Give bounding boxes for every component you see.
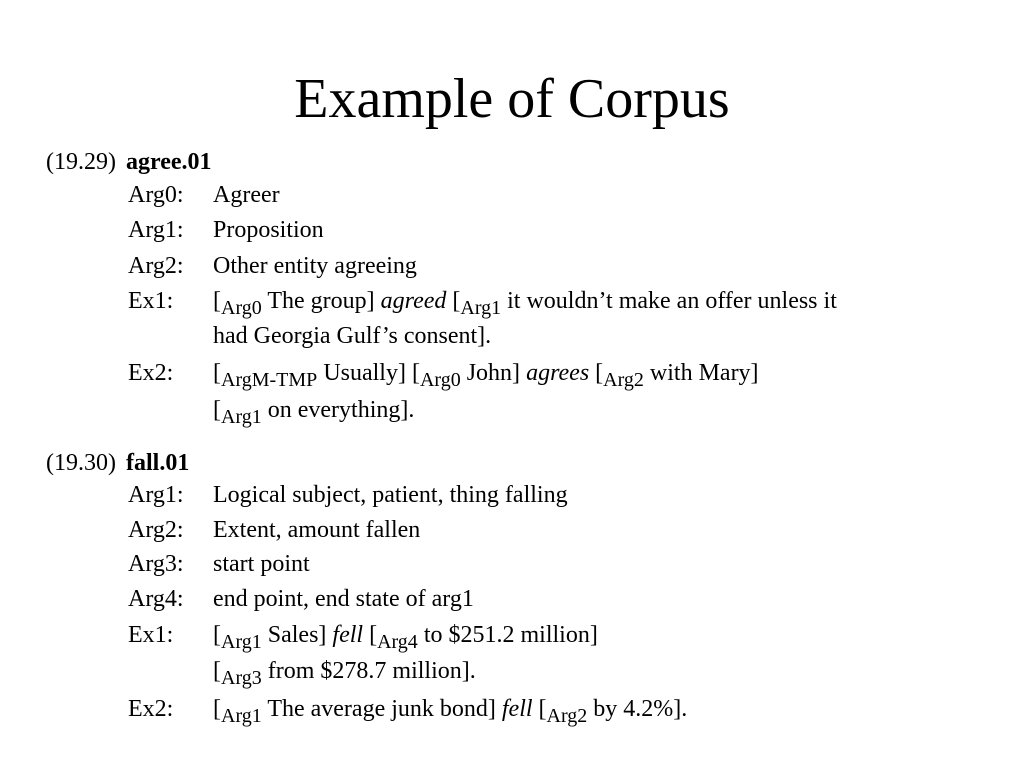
verb: agrees: [526, 360, 590, 386]
arg-tag: Arg1: [221, 406, 262, 428]
arg-label: Arg1:: [128, 482, 184, 508]
example-segment: with Mary]: [643, 360, 759, 386]
arg-label: Arg4:: [128, 586, 184, 612]
example-label: Ex1:: [128, 288, 174, 314]
example-segment: by 4.2%].: [587, 696, 688, 722]
example-segment: The group]: [261, 288, 381, 314]
example-continuation: had Georgia Gulf’s consent].: [213, 323, 492, 349]
arg-text: Logical subject, patient, thing falling: [213, 482, 568, 508]
example-segment: John]: [460, 360, 527, 386]
example-text: [$_{Arg0}$ The group] agreed [$_{Arg1}$ it wouldn’t make an offer unless it: [213, 288, 837, 319]
example-segment: The average junk bond]: [261, 696, 502, 722]
example-text: [$_{ArgM-TMP}$ Usually] [$_{Arg0}$ John] agrees [$_{Arg2}$ with Mary]: [213, 360, 759, 391]
example-text: [$_{Arg1}$ Sales] fell [$_{Arg4}$ to $251.2 million]: [213, 622, 598, 653]
example-segment: [: [446, 288, 461, 314]
arg-tag: Arg3: [221, 667, 262, 689]
arg-label: Arg1:: [128, 217, 184, 243]
example-segment: Usually] [: [317, 360, 420, 386]
entry-header-agree: [46, 148, 212, 176]
example-label: Ex2:: [128, 360, 174, 386]
arg-label: Arg0:: [128, 182, 184, 208]
slide-title: Example of Corpus: [294, 68, 730, 130]
arg-tag: Arg2: [546, 705, 588, 727]
entry-number: (19.30): [46, 450, 116, 476]
arg-text: start point: [213, 551, 310, 577]
arg-text: Extent, amount fallen: [213, 517, 421, 543]
arg-text: Other entity agreeing: [213, 253, 417, 279]
example-text: [$_{Arg1}$ The average junk bond] fell [$_{Arg2}$ by 4.2%].: [213, 696, 688, 727]
arg-tag: Arg1: [460, 297, 502, 319]
arg-text: Agreer: [213, 182, 280, 208]
example-segment: to $251.2 million]: [417, 622, 598, 648]
arg-tag: Arg2: [603, 369, 644, 391]
example-segment: on everything].: [261, 397, 415, 423]
arg-tag: Arg0: [419, 369, 461, 391]
example-segment: it wouldn’t make an offer unless it: [501, 288, 837, 314]
arg-tag: Arg4: [377, 631, 418, 653]
arg-tag: Arg1: [221, 705, 262, 727]
verb: fell: [501, 696, 533, 722]
example-segment: [: [589, 360, 604, 386]
example-continuation: [$_{Arg1}$ on everything].: [213, 397, 415, 428]
verb: fell: [332, 622, 364, 648]
arg-label: Arg3:: [128, 551, 184, 577]
entry-header-fall: [46, 449, 189, 477]
arg-tag: ArgM-TMP: [221, 369, 318, 391]
example-segment: [: [532, 696, 547, 722]
entry-name: agree.01: [125, 149, 212, 175]
entry-number: (19.29): [46, 149, 116, 175]
example-segment: [: [363, 622, 378, 648]
example-segment: Sales]: [261, 622, 333, 648]
arg-tag: Arg1: [221, 631, 262, 653]
arg-label: Arg2:: [128, 253, 184, 279]
arg-tag: Arg0: [221, 297, 262, 319]
arg-label: Arg2:: [128, 517, 184, 543]
example-label: Ex2:: [128, 696, 174, 722]
verb: agreed: [380, 288, 447, 314]
example-segment: from $278.7 million].: [261, 658, 476, 684]
arg-text: Proposition: [213, 217, 324, 243]
example-continuation: [$_{Arg3}$ from $278.7 million].: [213, 658, 476, 689]
entry-name: fall.01: [125, 450, 190, 476]
example-label: Ex1:: [128, 622, 174, 648]
arg-text: end point, end state of arg1: [213, 586, 474, 612]
